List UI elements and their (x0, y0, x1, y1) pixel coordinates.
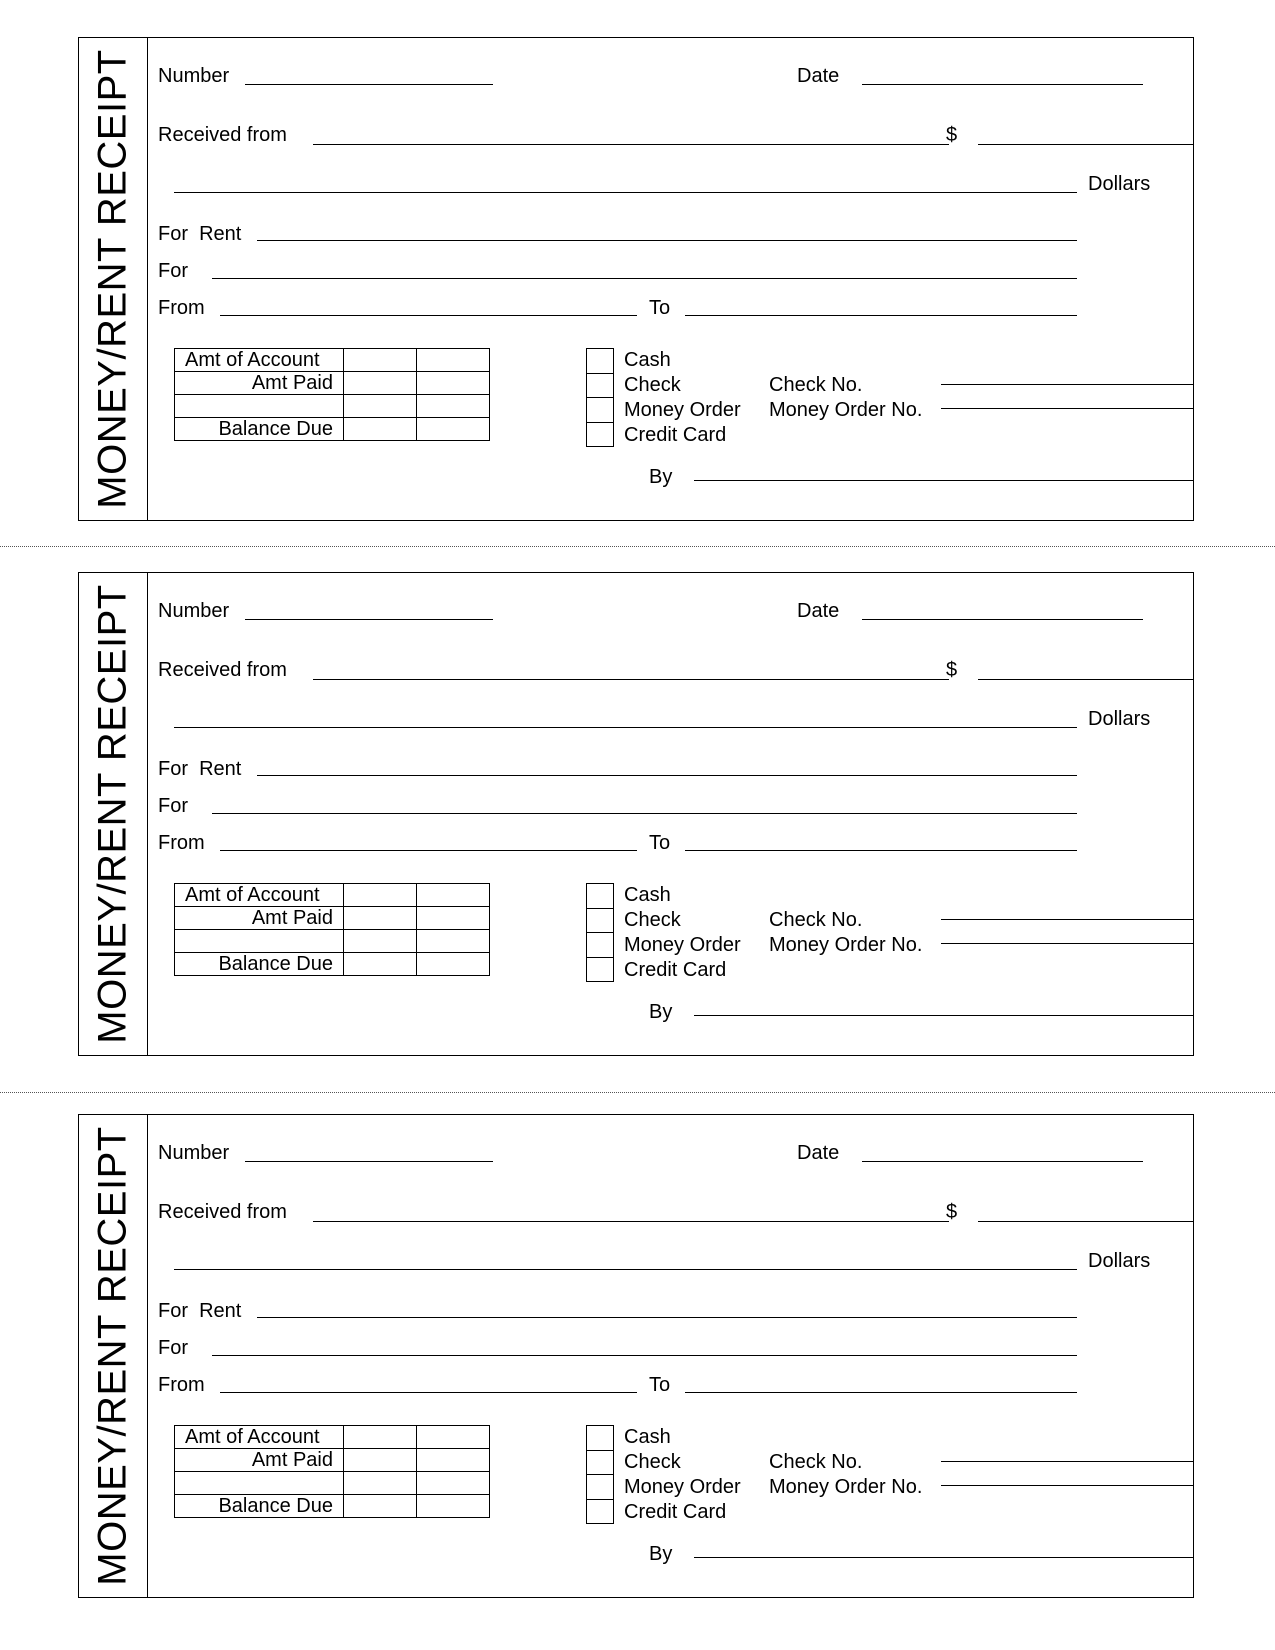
number-field[interactable] (245, 84, 493, 85)
receipt-form (78, 572, 1194, 1056)
table-row (175, 372, 490, 395)
by-signature-field[interactable] (694, 480, 1193, 481)
amt-paid-cents-cell[interactable] (417, 1449, 490, 1472)
money-order-checkbox[interactable] (587, 398, 613, 423)
money-order-no-label: Money Order No. (769, 934, 923, 956)
amt-paid-dollars-cell[interactable] (344, 907, 417, 930)
amt-of-account-cents-cell[interactable] (417, 349, 490, 372)
date-label: Date (797, 600, 840, 622)
dollars-label: Dollars (1088, 708, 1151, 730)
check-no-field[interactable] (941, 384, 1193, 385)
blank-row-cents-cell[interactable] (417, 1472, 490, 1495)
cash-checkbox[interactable] (587, 1426, 613, 1451)
to-label: To (649, 832, 671, 854)
table-row (175, 418, 490, 441)
amt-paid-label: Amt Paid (175, 907, 344, 930)
cut-line (0, 546, 1275, 547)
balance-due-label: Balance Due (175, 953, 344, 976)
cash-checkbox[interactable] (587, 349, 613, 374)
credit-card-checkbox[interactable] (587, 1500, 613, 1525)
amt-of-account-label: Amt of Account (175, 884, 344, 907)
balance-due-dollars-cell[interactable] (344, 953, 417, 976)
amount-table (174, 883, 490, 976)
dollar-sign-label: $ (946, 659, 958, 681)
amount-table (174, 348, 490, 441)
amount-table (174, 1425, 490, 1518)
blank-row-dollars-cell[interactable] (344, 1472, 417, 1495)
from-label: From (158, 297, 205, 319)
amount-field[interactable] (978, 679, 1193, 680)
credit-card-label: Credit Card (624, 424, 727, 446)
blank-row-cents-cell[interactable] (417, 395, 490, 418)
credit-card-checkbox[interactable] (587, 423, 613, 448)
amt-paid-cents-cell[interactable] (417, 372, 490, 395)
check-label: Check (624, 1451, 681, 1473)
amt-of-account-dollars-cell[interactable] (344, 1426, 417, 1449)
dollars-label: Dollars (1088, 173, 1151, 195)
for-field[interactable] (212, 278, 1077, 279)
amount-in-words-field[interactable] (174, 727, 1077, 728)
receipt-title: MONEY/RENT RECEIPT (90, 49, 135, 509)
to-field[interactable] (685, 850, 1077, 851)
from-field[interactable] (220, 315, 637, 316)
money-order-label: Money Order (624, 399, 741, 421)
number-label: Number (158, 65, 230, 87)
date-label: Date (797, 1142, 840, 1164)
payment-method-labels (624, 1425, 741, 1525)
received-from-field[interactable] (313, 679, 949, 680)
cash-label: Cash (624, 1426, 671, 1448)
dollars-label: Dollars (1088, 1250, 1151, 1272)
blank-row-dollars-cell[interactable] (344, 930, 417, 953)
from-field[interactable] (220, 850, 637, 851)
balance-due-label: Balance Due (175, 1495, 344, 1518)
date-label: Date (797, 65, 840, 87)
for-field[interactable] (212, 813, 1077, 814)
number-label: Number (158, 600, 230, 622)
table-row (175, 349, 490, 372)
payment-method-labels (624, 348, 741, 448)
check-no-label: Check No. (769, 374, 863, 396)
for-rent-label: For Rent (158, 223, 242, 245)
table-row (175, 395, 490, 418)
date-field[interactable] (862, 84, 1143, 85)
for-rent-label: For Rent (158, 758, 242, 780)
receipt-form (78, 1114, 1194, 1598)
payment-method-checkboxes (586, 1425, 614, 1524)
receipt-side-panel (79, 573, 148, 1055)
check-label: Check (624, 909, 681, 931)
amt-of-account-cents-cell[interactable] (417, 1426, 490, 1449)
table-row (175, 884, 490, 907)
number-label: Number (158, 1142, 230, 1164)
cash-label: Cash (624, 349, 671, 371)
cash-checkbox[interactable] (587, 884, 613, 909)
receipt-side-panel (79, 38, 148, 520)
amt-of-account-dollars-cell[interactable] (344, 884, 417, 907)
check-checkbox[interactable] (587, 1451, 613, 1476)
credit-card-label: Credit Card (624, 1501, 727, 1523)
balance-due-cents-cell[interactable] (417, 953, 490, 976)
amt-of-account-dollars-cell[interactable] (344, 349, 417, 372)
by-signature-field[interactable] (694, 1015, 1193, 1016)
balance-due-cents-cell[interactable] (417, 418, 490, 441)
balance-due-label: Balance Due (175, 418, 344, 441)
by-signature-field[interactable] (694, 1557, 1193, 1558)
check-no-label: Check No. (769, 909, 863, 931)
table-row (175, 907, 490, 930)
check-no-label: Check No. (769, 1451, 863, 1473)
balance-due-dollars-cell[interactable] (344, 418, 417, 441)
money-order-checkbox[interactable] (587, 1475, 613, 1500)
amt-of-account-label: Amt of Account (175, 349, 344, 372)
to-field[interactable] (685, 315, 1077, 316)
amount-field[interactable] (978, 1221, 1193, 1222)
receipt-title: MONEY/RENT RECEIPT (90, 1126, 135, 1586)
amount-in-words-field[interactable] (174, 1269, 1077, 1270)
amount-in-words-field[interactable] (174, 192, 1077, 193)
money-order-no-label: Money Order No. (769, 1476, 923, 1498)
number-field[interactable] (245, 619, 493, 620)
blank-row-label (175, 1472, 344, 1495)
amt-of-account-cents-cell[interactable] (417, 884, 490, 907)
for-rent-label: For Rent (158, 1300, 242, 1322)
cash-label: Cash (624, 884, 671, 906)
table-row (175, 953, 490, 976)
for-field[interactable] (212, 1355, 1077, 1356)
check-no-field[interactable] (941, 919, 1193, 920)
payment-method-labels (624, 883, 741, 983)
for-rent-field[interactable] (257, 1317, 1077, 1318)
payment-method-checkboxes (586, 883, 614, 982)
blank-row-dollars-cell[interactable] (344, 395, 417, 418)
dollar-sign-label: $ (946, 1201, 958, 1223)
amt-paid-label: Amt Paid (175, 1449, 344, 1472)
for-rent-field[interactable] (257, 240, 1077, 241)
from-field[interactable] (220, 1392, 637, 1393)
by-label: By (649, 1543, 673, 1565)
to-field[interactable] (685, 1392, 1077, 1393)
received-from-field[interactable] (313, 144, 949, 145)
money-order-no-field[interactable] (941, 1485, 1193, 1486)
balance-due-dollars-cell[interactable] (344, 1495, 417, 1518)
for-label: For (158, 260, 188, 282)
balance-due-cents-cell[interactable] (417, 1495, 490, 1518)
to-label: To (649, 1374, 671, 1396)
check-label: Check (624, 374, 681, 396)
to-label: To (649, 297, 671, 319)
dollar-sign-label: $ (946, 124, 958, 146)
table-row (175, 930, 490, 953)
cut-line (0, 1092, 1275, 1093)
received-from-field[interactable] (313, 1221, 949, 1222)
receipt-title: MONEY/RENT RECEIPT (90, 584, 135, 1044)
receipt-side-panel (79, 1115, 148, 1597)
credit-card-checkbox[interactable] (587, 958, 613, 983)
for-rent-field[interactable] (257, 775, 1077, 776)
from-label: From (158, 832, 205, 854)
amt-paid-dollars-cell[interactable] (344, 1449, 417, 1472)
money-order-no-field[interactable] (941, 408, 1193, 409)
for-label: For (158, 1337, 188, 1359)
blank-row-cents-cell[interactable] (417, 930, 490, 953)
received-from-label: Received from (158, 659, 287, 681)
date-field[interactable] (862, 1161, 1143, 1162)
number-field[interactable] (245, 1161, 493, 1162)
table-row (175, 1426, 490, 1449)
amt-of-account-label: Amt of Account (175, 1426, 344, 1449)
by-label: By (649, 1001, 673, 1023)
amt-paid-cents-cell[interactable] (417, 907, 490, 930)
received-from-label: Received from (158, 1201, 287, 1223)
payment-method-checkboxes (586, 348, 614, 447)
money-order-no-label: Money Order No. (769, 399, 923, 421)
table-row (175, 1449, 490, 1472)
amount-field[interactable] (978, 144, 1193, 145)
money-order-label: Money Order (624, 934, 741, 956)
by-label: By (649, 466, 673, 488)
for-label: For (158, 795, 188, 817)
check-checkbox[interactable] (587, 374, 613, 399)
received-from-label: Received from (158, 124, 287, 146)
money-order-no-field[interactable] (941, 943, 1193, 944)
receipt-form (78, 37, 1194, 521)
amt-paid-dollars-cell[interactable] (344, 372, 417, 395)
table-row (175, 1495, 490, 1518)
money-order-checkbox[interactable] (587, 933, 613, 958)
credit-card-label: Credit Card (624, 959, 727, 981)
blank-row-label (175, 930, 344, 953)
money-order-label: Money Order (624, 1476, 741, 1498)
check-no-field[interactable] (941, 1461, 1193, 1462)
amt-paid-label: Amt Paid (175, 372, 344, 395)
blank-row-label (175, 395, 344, 418)
date-field[interactable] (862, 619, 1143, 620)
table-row (175, 1472, 490, 1495)
check-checkbox[interactable] (587, 909, 613, 934)
from-label: From (158, 1374, 205, 1396)
